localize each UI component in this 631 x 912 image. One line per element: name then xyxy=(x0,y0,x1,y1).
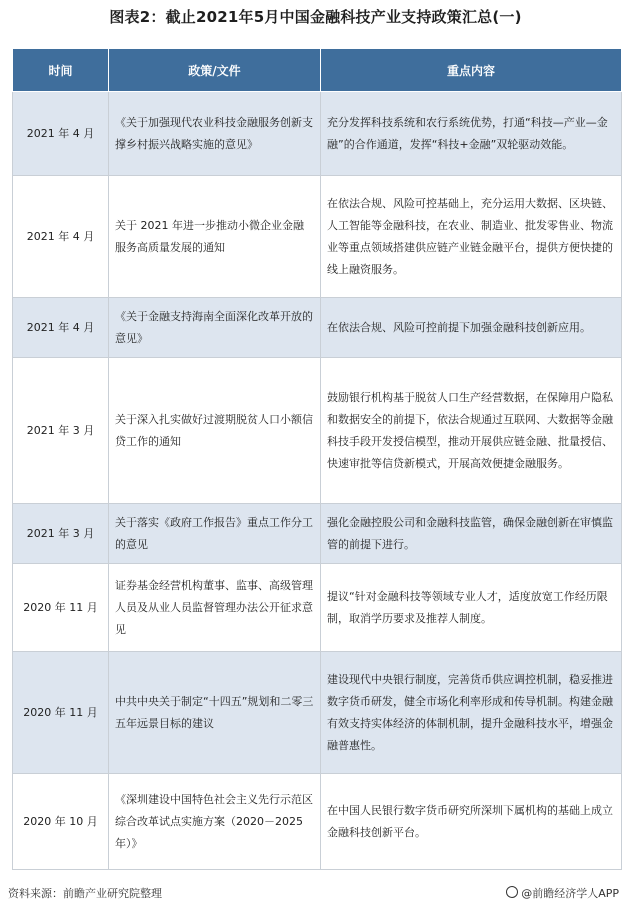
row-policy: 关于 2021 年进一步推动小微企业金融服务高质量发展的通知 xyxy=(109,176,321,298)
row-date: 2021 年 3 月 xyxy=(13,358,109,504)
row-policy: 《关于金融支持海南全面深化改革开放的意见》 xyxy=(109,298,321,358)
row-content: 提议“针对金融科技等领域专业人才，适度放宽工作经历限制，取消学历要求及推荐人制度。 xyxy=(321,564,622,652)
row-policy: 关于深入扎实做好过渡期脱贫人口小额信贷工作的通知 xyxy=(109,358,321,504)
table-row xyxy=(13,298,622,358)
row-policy: 中共中央关于制定“十四五”规划和二零三五年远景目标的建议 xyxy=(109,652,321,774)
row-date: 2021 年 4 月 xyxy=(13,298,109,358)
brand-credit xyxy=(506,885,619,901)
row-date: 2021 年 4 月 xyxy=(13,176,109,298)
row-date: 2020 年 11 月 xyxy=(13,652,109,774)
row-policy: 《关于加强现代农业科技金融服务创新支撑乡村振兴战略实施的意见》 xyxy=(109,92,321,176)
header-content: 重点内容 xyxy=(321,49,622,92)
header-date: 时间 xyxy=(13,49,109,92)
row-policy: 证券基金经营机构董事、监事、高级管理人员及从业人员监督管理办法公开征求意见 xyxy=(109,564,321,652)
page-title: 图表2：截止2021年5月中国金融科技产业支持政策汇总(一) xyxy=(109,8,522,26)
brand-logo-icon xyxy=(506,886,518,898)
row-content: 强化金融控股公司和金融科技监管，确保金融创新在审慎监管的前提下进行。 xyxy=(321,504,622,564)
row-policy: 关于落实《政府工作报告》重点工作分工的意见 xyxy=(109,504,321,564)
row-date: 2020 年 11 月 xyxy=(13,564,109,652)
row-content: 在依法合规、风险可控前提下加强金融科技创新应用。 xyxy=(321,298,622,358)
table-row xyxy=(13,504,622,564)
row-content: 在中国人民银行数字货币研究所深圳下属机构的基础上成立金融科技创新平台。 xyxy=(321,774,622,870)
source-note: 资料来源：前瞻产业研究院整理 xyxy=(8,887,162,900)
row-content: 建设现代中央银行制度，完善货币供应调控机制，稳妥推进数字货币研发，健全市场化利率形成和传导机制。构建金融有效支持实体经济的体制机制，提升金融科技水平，增强金融普惠性。 xyxy=(321,652,622,774)
table-row xyxy=(13,564,622,652)
table-row xyxy=(13,176,622,298)
policy-table xyxy=(12,48,622,870)
table-row xyxy=(13,358,622,504)
row-date: 2021 年 4 月 xyxy=(13,92,109,176)
row-date: 2020 年 10 月 xyxy=(13,774,109,870)
row-date: 2021 年 3 月 xyxy=(13,504,109,564)
table-row xyxy=(13,92,622,176)
table-header-row xyxy=(13,49,622,92)
row-content: 鼓励银行机构基于脱贫人口生产经营数据，在保障用户隐私和数据安全的前提下，依法合规通过互联网、大数据等金融科技手段开发授信模型，推动开展供应链金融、批量授信、快速审批等信贷新模式，开展高效便捷金融服务。 xyxy=(321,358,622,504)
table-row xyxy=(13,652,622,774)
row-policy: 《深圳建设中国特色社会主义先行示范区综合改革试点实施方案（2020－2025 年）》 xyxy=(109,774,321,870)
header-policy: 政策/文件 xyxy=(109,49,321,92)
brand-label: @前瞻经济学人APP xyxy=(521,887,619,900)
table-row xyxy=(13,774,622,870)
row-content: 充分发挥科技系统和农行系统优势，打通“科技—产业—金融”的合作通道，发挥“科技+金融”双轮驱动效能。 xyxy=(321,92,622,176)
row-content: 在依法合规、风险可控基础上，充分运用大数据、区块链、人工智能等金融科技，在农业、制造业、批发零售业、物流业等重点领域搭建供应链产业链金融平台，提供方便快捷的线上融资服务。 xyxy=(321,176,622,298)
